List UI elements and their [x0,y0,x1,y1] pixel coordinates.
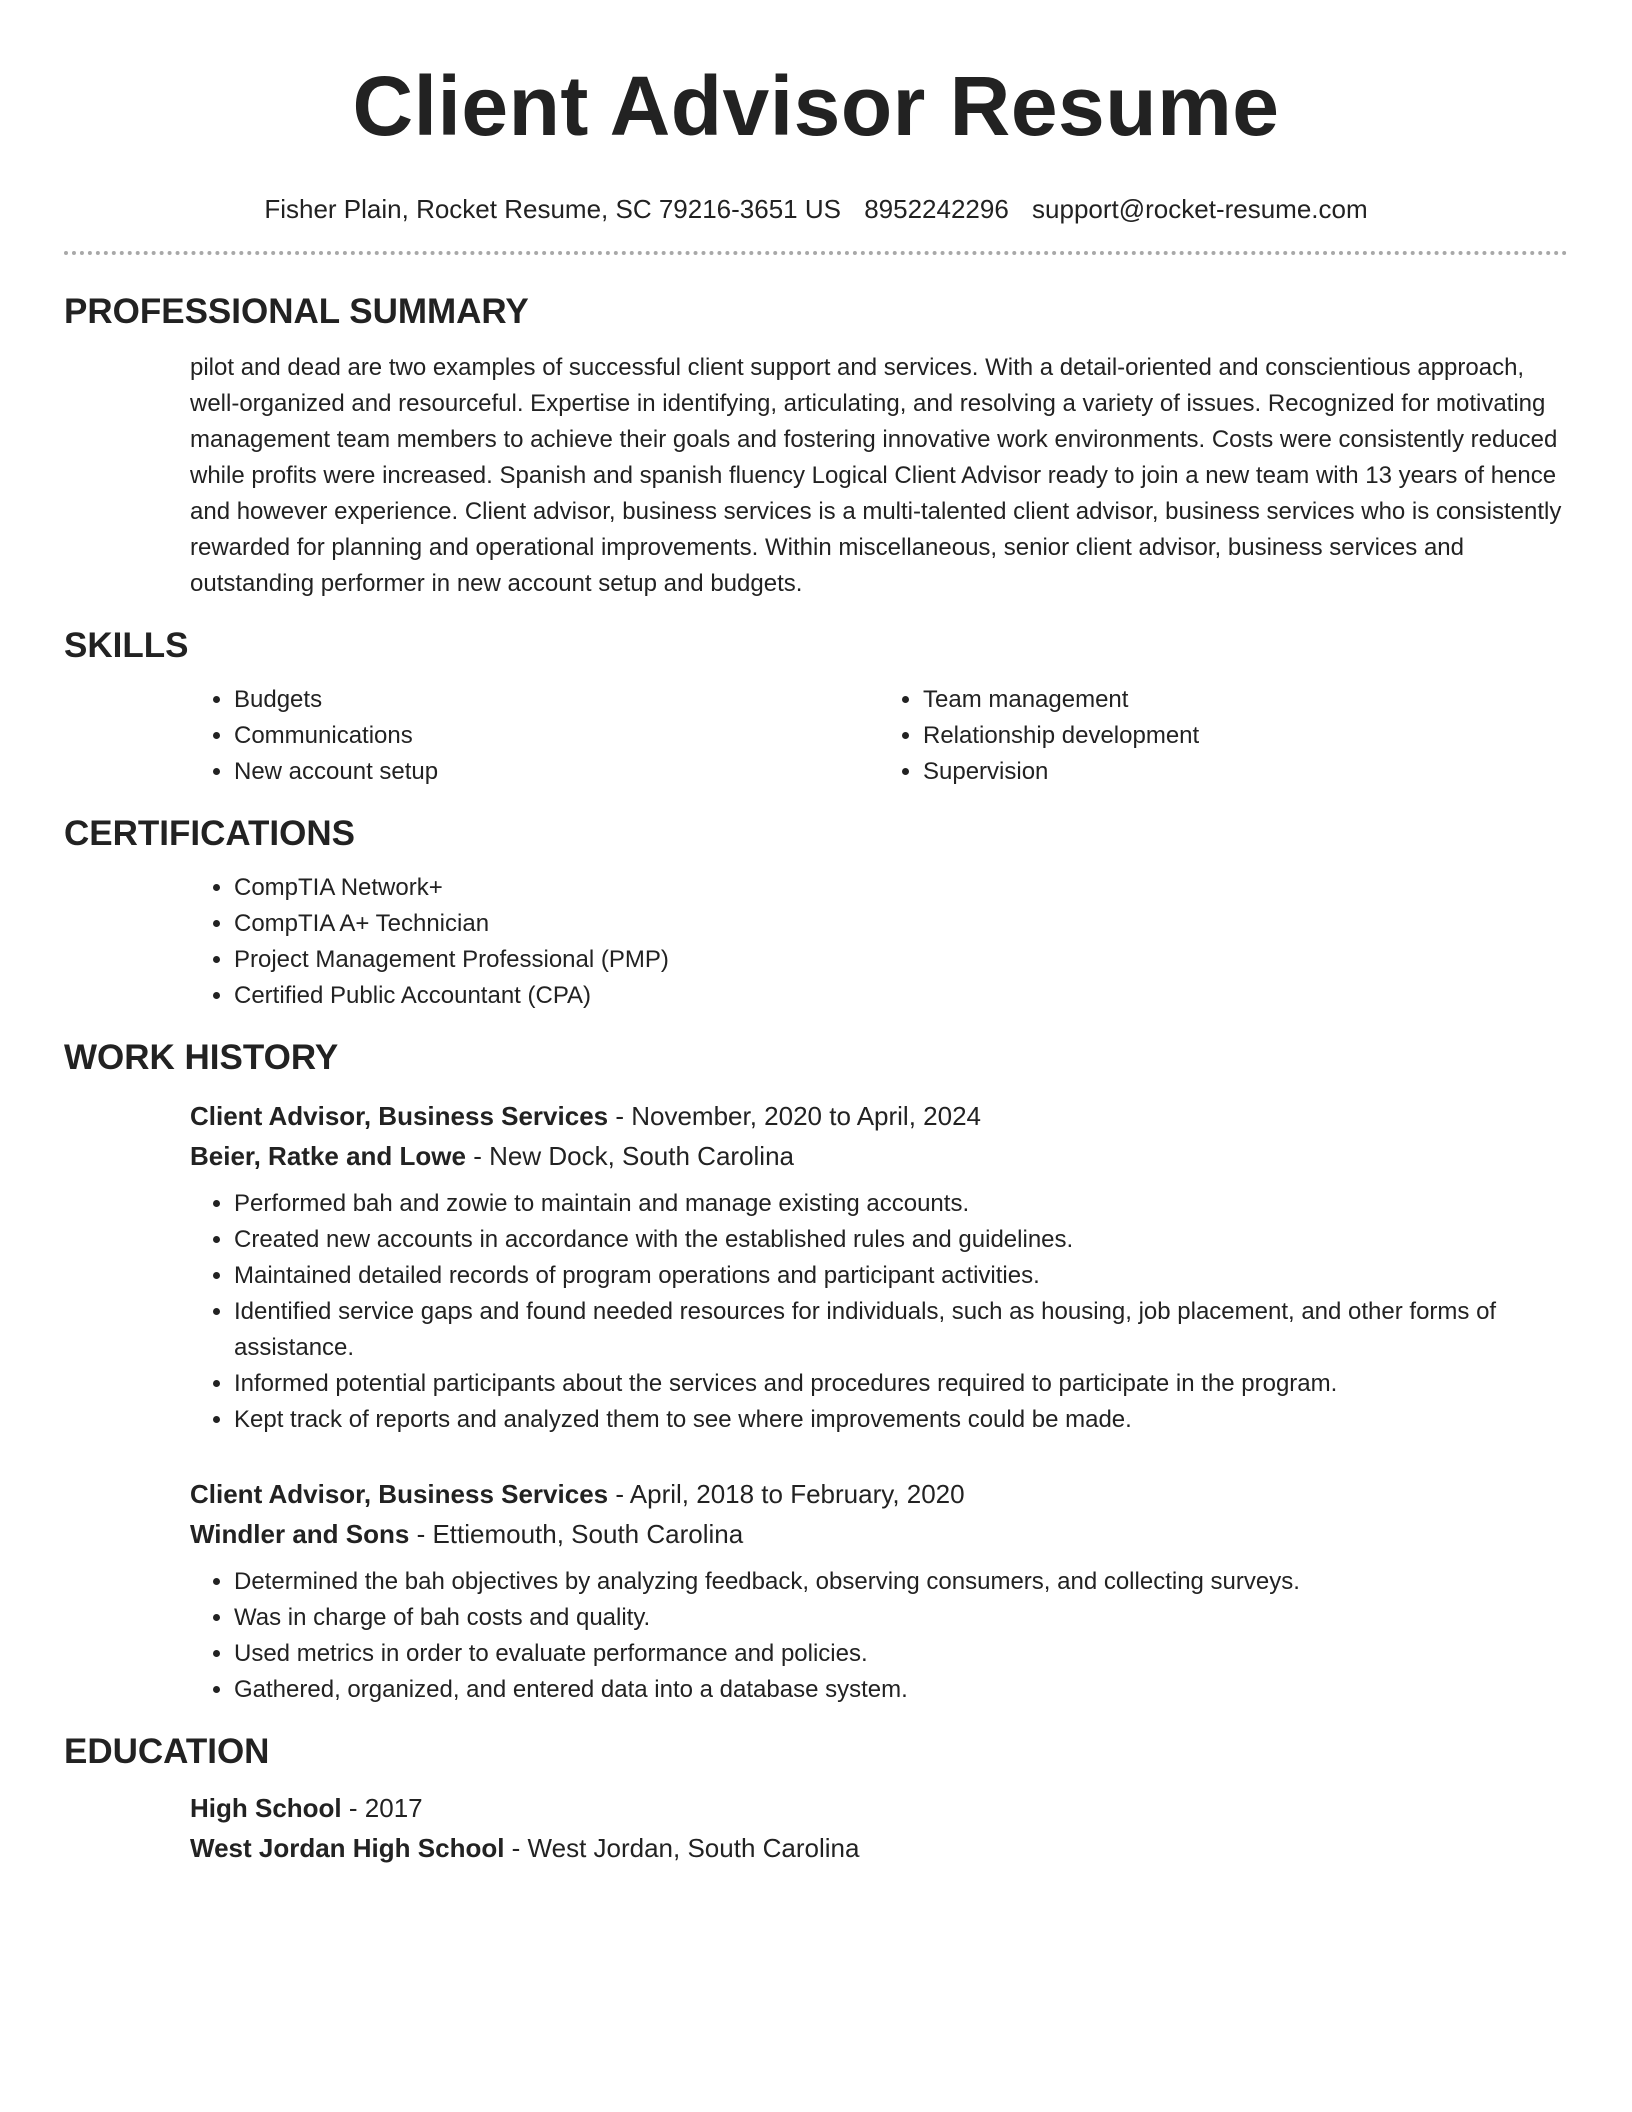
section-summary [64,290,1568,602]
contact-line [64,192,1568,226]
certifications-list [190,870,1568,1014]
skill-item: • New account setup [234,754,879,790]
certification-item: • Project Management Professional (PMP) [234,942,1568,978]
job-company-line [190,1136,1568,1176]
certification-item: • Certified Public Accountant (CPA) [234,978,1568,1014]
education-degree-line [190,1788,1568,1828]
job-bullets [190,1186,1568,1438]
section-title-summary: PROFESSIONAL SUMMARY [64,292,529,331]
job-bullet: • Kept track of reports and analyzed them to see where improvements could be made. [234,1402,1568,1438]
contact-email: support@rocket-resume.com [1032,194,1368,224]
skills-grid [190,682,1568,790]
job-dates: - November, 2020 to April, 2024 [608,1101,981,1131]
education-school-line [190,1828,1568,1868]
education-degree: High School [190,1793,342,1823]
job-title: Client Advisor, Business Services [190,1479,609,1509]
section-certifications [64,812,1568,1014]
education-school: West Jordan High School [190,1833,505,1863]
section-title-skills: SKILLS [64,626,189,665]
section-title-education: EDUCATION [64,1732,270,1771]
job-entry [190,1474,1568,1708]
job-dates: - April, 2018 to February, 2020 [608,1479,965,1509]
section-title-work-history: WORK HISTORY [64,1038,339,1077]
skills-list-left [190,682,879,790]
job-company: Beier, Ratke and Lowe [190,1141,466,1171]
section-work-history [64,1036,1568,1708]
education-year: - 2017 [341,1793,423,1823]
contact-phone: 8952242296 [864,194,1009,224]
job-title-line [190,1096,1568,1136]
job-bullet: • Informed potential participants about the services and procedures required to participate in the program. [234,1366,1568,1402]
section-title-certifications: CERTIFICATIONS [64,814,356,853]
job-bullet: • Determined the bah objectives by analyzing feedback, observing consumers, and collecting surveys. [234,1564,1568,1600]
job-bullets [190,1564,1568,1708]
section-education [64,1730,1568,1868]
job-bullet: • Maintained detailed records of program operations and participant activities. [234,1258,1568,1294]
job-bullet: • Identified service gaps and found needed resources for individuals, such as housing, job placement, and other forms of assistance. [234,1294,1568,1366]
job-company-line [190,1514,1568,1554]
skill-item: • Relationship development [923,718,1568,754]
skills-list-right [879,682,1568,790]
job-title-line [190,1474,1568,1514]
header-divider [64,251,1568,255]
resume-title: Client Advisor Resume [352,59,1280,153]
skill-item: • Supervision [923,754,1568,790]
skill-item: • Budgets [234,682,879,718]
education-location: - West Jordan, South Carolina [504,1833,860,1863]
section-skills [64,624,1568,790]
job-location: - Ettiemouth, South Carolina [409,1519,744,1549]
contact-address: Fisher Plain, Rocket Resume, SC 79216-3651 US [264,194,841,224]
job-title: Client Advisor, Business Services [190,1101,609,1131]
resume-header [64,54,1568,226]
certification-item: • CompTIA Network+ [234,870,1568,906]
summary-text: pilot and dead are two examples of successful client support and services. With a detail-oriented and conscientious approach, well-organized and resourceful. Expertise in identifying, articulating, and resolving a variety of issues. Recognized for motivating management team members to achieve their goals and fostering innovative work environments. Costs were consistently reduced while profits were increased. Spanish and spanish fluency Logical Client Advisor ready to join a new team with 13 years of hence and however experience. Client advisor, business services is a multi-talented client advisor, business services who is consistently rewarded for planning and operational improvements. Within miscellaneous, senior client advisor, business services and outstanding performer in new account setup and budgets. [190,354,1562,597]
skill-item: • Communications [234,718,879,754]
job-company: Windler and Sons [190,1519,410,1549]
job-bullet: • Created new accounts in accordance with the established rules and guidelines. [234,1222,1568,1258]
job-bullet: • Was in charge of bah costs and quality. [234,1600,1568,1636]
job-location: - New Dock, South Carolina [465,1141,795,1171]
skill-item: • Team management [923,682,1568,718]
job-bullet: • Used metrics in order to evaluate performance and policies. [234,1636,1568,1672]
job-bullet: • Gathered, organized, and entered data into a database system. [234,1672,1568,1708]
job-entry [190,1096,1568,1438]
job-bullet: • Performed bah and zowie to maintain and manage existing accounts. [234,1186,1568,1222]
resume-content [64,290,1568,1890]
certification-item: • CompTIA A+ Technician [234,906,1568,942]
